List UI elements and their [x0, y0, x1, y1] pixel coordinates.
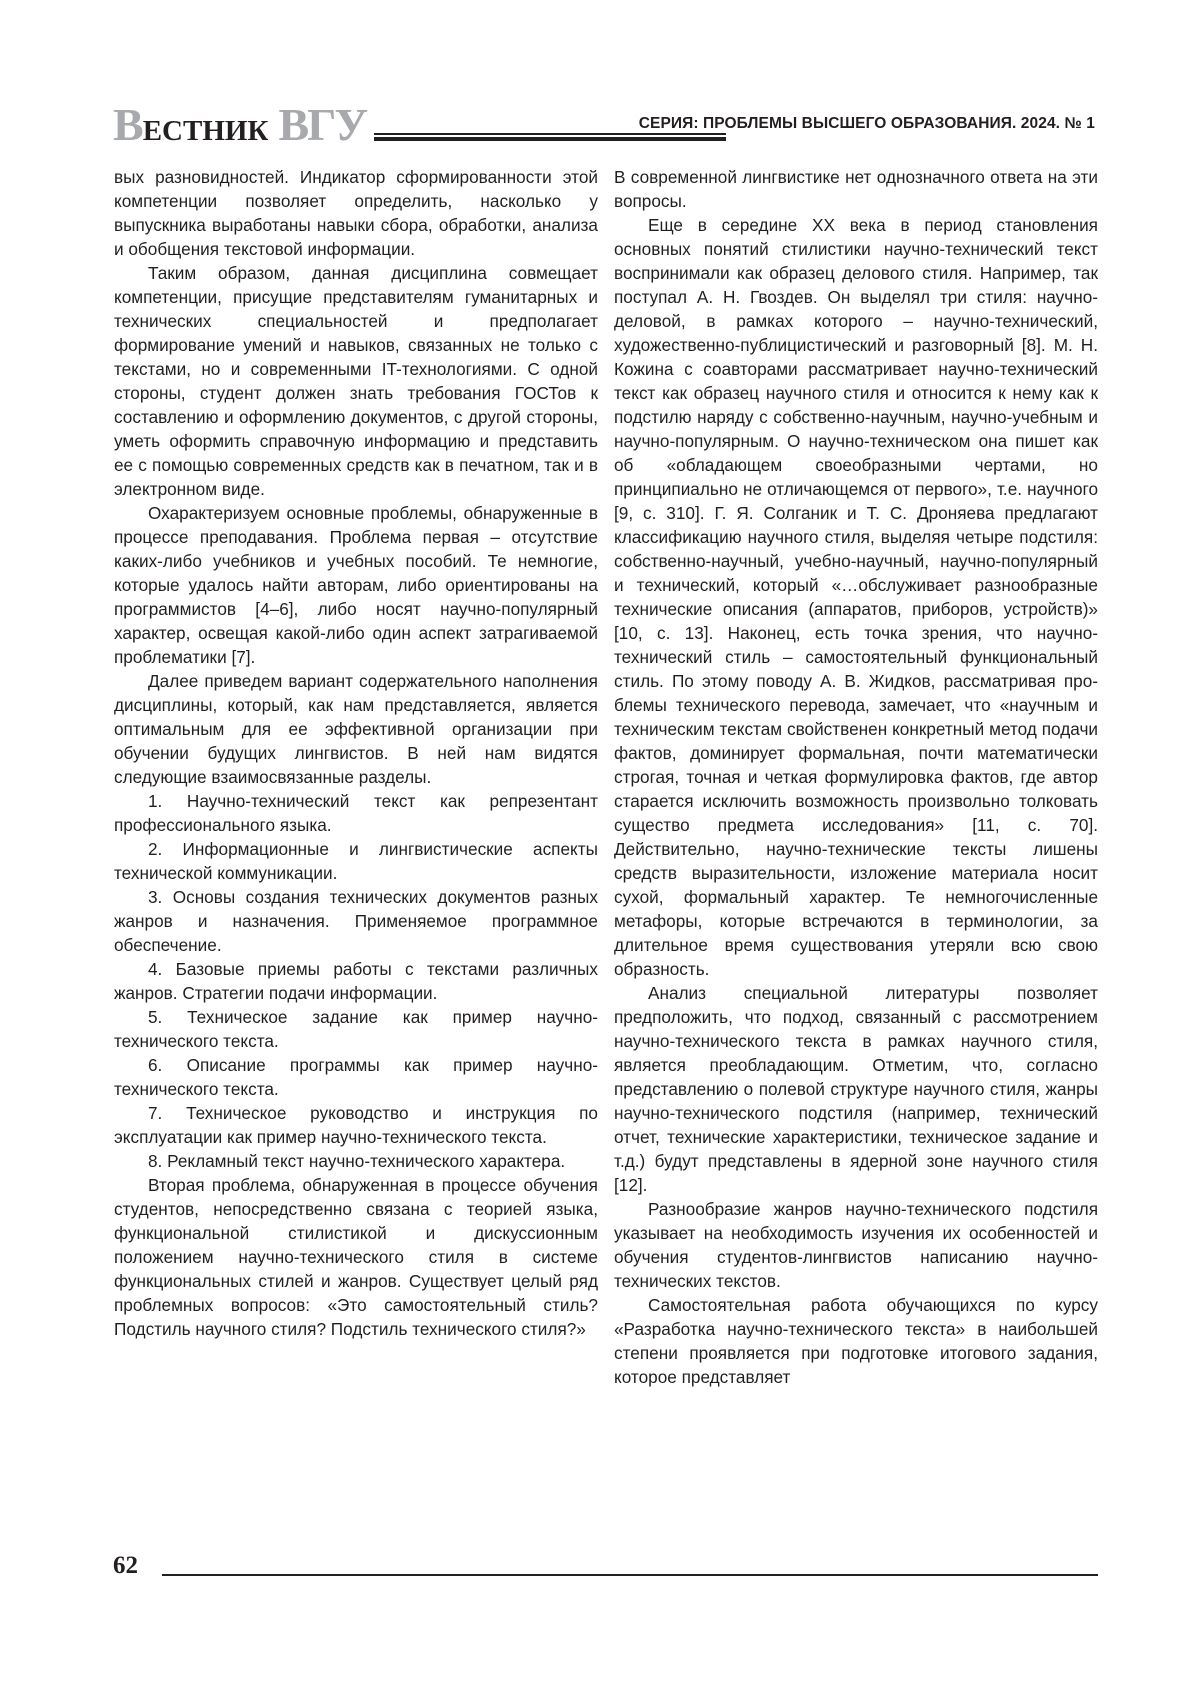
- list-item: 1. Научно-технический текст как репрезентант профессионального языка.: [114, 791, 598, 835]
- right-column: [614, 165, 1098, 1389]
- series-title: СЕРИЯ: ПРОБЛЕМЫ ВЫСШЕГО ОБРАЗОВАНИЯ. 2024. № 1: [638, 115, 1095, 132]
- page-number: 62: [113, 1552, 138, 1579]
- paragraph: Таким образом, данная дисциплина совмещает компетенции, присущие представителям гуманитарных и технических специальностей и предполагает формирование умений и навыков, связанных не только с текстами, но и современными IT-технологиями. С одной стороны, студент должен знать требования ГОСТов к составлению и оформлению документов, с другой стороны, уметь оформить справочную информацию и представить ее с помощью современных средств как в печатном, так и в электронном виде.: [114, 263, 598, 499]
- footer-rule: [162, 1574, 1098, 1576]
- journal-logo: [113, 99, 367, 158]
- paragraph: Разнообразие жанров научно-технического подстиля указывает на необходимость изучения их особенностей и обучения студентов-лингвистов написанию научно-технических текстов.: [614, 1199, 1098, 1291]
- page-footer: [113, 1552, 1098, 1588]
- logo-initial: В: [113, 99, 143, 150]
- paragraph: Самостоятельная работа обучающихся по курсу «Разработка научно-технического текста» в наибольшей степени проявляется при подготовке итогового задания, которое представляет: [614, 1295, 1098, 1387]
- paragraph: Далее приведем вариант содержательного наполнения дисциплины, который, как нам представляется, является оптимальным для ее эффективной организации при обучении будущих лингвистов. В ней нам видятся следующие взаимосвязанные разделы.: [114, 671, 598, 787]
- paragraph: В современной лингвистике нет однозначного ответа на эти вопросы.: [614, 167, 1098, 211]
- paragraph: Охарактеризуем основные проблемы, обнаруженные в процессе преподавания. Проблема первая – отсутствие каких-либо учебников и учебных пособий. Те немногие, которые удалось найти авторам, либо ориентированы на программистов [4–6], либо носят научно-популярный характер, освещая какой-либо один аспект затрагиваемой проблематики [7].: [114, 503, 598, 667]
- list-item: 8. Рекламный текст научно-технического характера.: [148, 1151, 566, 1171]
- logo-word: ЕСТНИК: [142, 115, 269, 147]
- list-item: 3. Основы создания технических документов разных жанров и назначения. Применяемое программное обеспечение.: [114, 887, 598, 955]
- list-item: 7. Техническое руководство и инструкция по эксплуатации как пример научно-технического текста.: [114, 1103, 598, 1147]
- logo-vgu: ВГУ: [278, 99, 367, 150]
- left-column: [114, 165, 598, 1341]
- header-rule-thin: [374, 133, 726, 135]
- running-header: [113, 99, 1095, 150]
- header-rule-thick: [374, 137, 726, 141]
- paragraph: Анализ специальной литературы позволяет предположить, что подход, связанный с рассмотрением научно-технического текста в рамках научного стиля, является преобладающим. Отметим, что, согласно представлению о полевой структуре научного стиля, жанры научно-технического подстиля (например, технический отчет, технические характеристики, техническое задание и т.д.) будут представлены в ядерной зоне научного стиля [12].: [614, 983, 1098, 1195]
- paragraph: Еще в середине XX века в период становления основных понятий стилистики научно-технический текст воспринимали как образец делового стиля. Например, так поступал А. Н. Гвоздев. Он выделял три стиля: научно-деловой, в рамках которого – научно-технический, художественно-публицистический и разговорный [8]. М. Н. Кожина с соавторами рассматривает научно-технический текст как образец научного стиля и относится к нему как к подстилю наряду с собственно-научным, научно-учебным и научно-популярным. О научно-техническом она пишет как об «обладающем своеобразными чертами, но принципиально не отличающемся от первого», т.е. научного [9, с. 310]. Г. Я. Солганик и Т. С. Дроняева предлагают классификацию научного стиля, выделяя четыре подстиля: собственно-научный, учебно-научный, научно-популярный и технический, который «…обслуживает разнообразные технические описания (аппаратов, приборов, устройств)» [10, с. 13]. Наконец, есть точка зрения, что научно-технический стиль – самостоятельный функциональный стиль. По этому поводу А. В. Жидков, рассматривая проблемы технического перевода, замечает, что «научным и техническим текстам свойственен конкретный метод подачи фактов, доминирует формальная, почти математически строгая, точная и четкая формулировка фактов, где автор старается исключить возможность произвольно толковать существо предмета исследования» [11, с. 70]. Действительно, научно-технические тексты лишены средств выразительности, изложение материала носит сухой, формальный характер. Те немногочисленные метафоры, которые встречаются в терминологии, за длительное время существования утеряли всю свою образность.: [614, 215, 1098, 979]
- paragraph: вых разновидностей. Индикатор сформированности этой компетенции позволяет определить, насколько у выпускника выработаны навыки сбора, обработки, анализа и обобщения текстовой информации.: [114, 167, 598, 259]
- list-item: 4. Базовые приемы работы с текстами различных жанров. Стратегии подачи информации.: [114, 959, 598, 1003]
- header-double-rule: [374, 133, 726, 142]
- paragraph: Вторая проблема, обнаруженная в процессе обучения студентов, непосредственно связана с теорией языка, функциональной стилистикой и дискуссионным положением научно-технического стиля в системе функциональных стилей и жанров. Существует целый ряд проблемных вопросов: «Это самостоятельный стиль? Подстиль научного стиля? Подстиль технического стиля?»: [114, 1175, 598, 1339]
- list-item: 5. Техническое задание как пример научно-технического текста.: [114, 1007, 598, 1051]
- list-item: 6. Описание программы как пример научно-технического текста.: [114, 1055, 598, 1099]
- list-item: 2. Информационные и лингвистические аспекты технической коммуникации.: [114, 839, 598, 883]
